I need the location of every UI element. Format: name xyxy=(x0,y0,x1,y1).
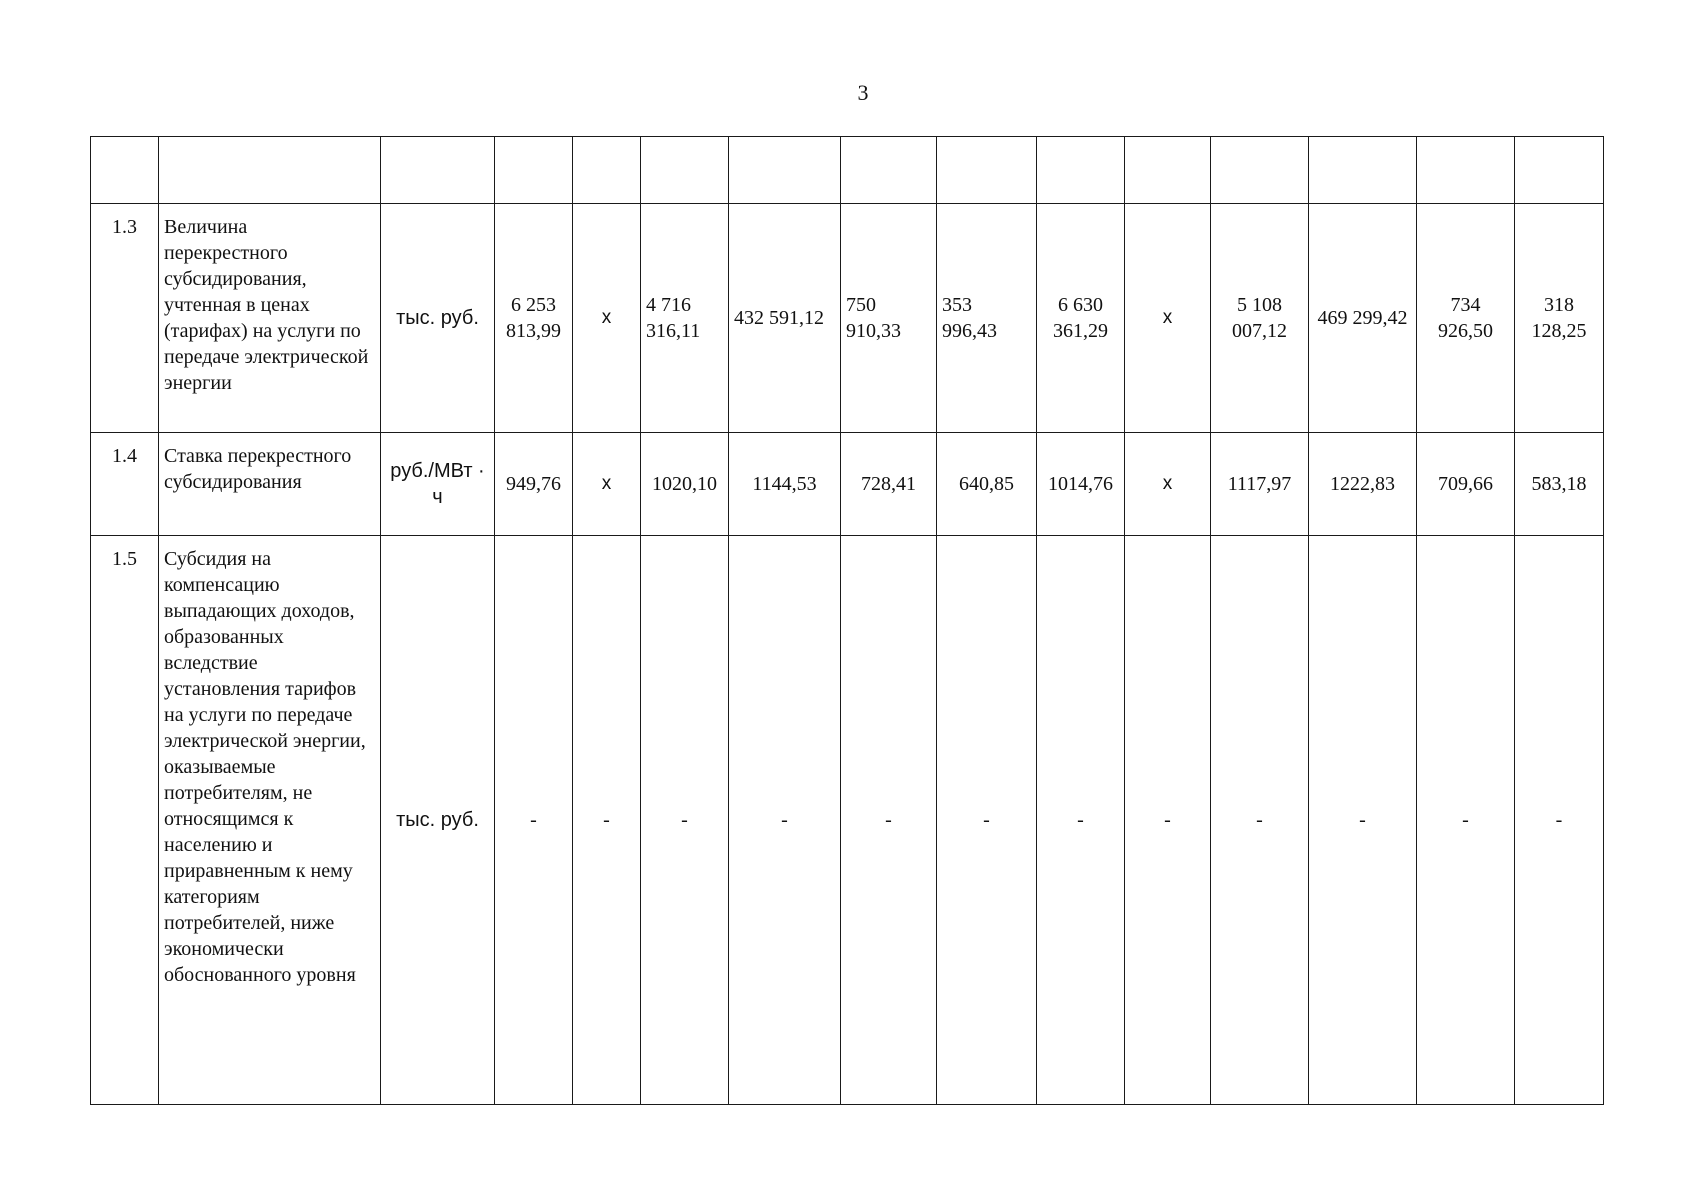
value-cell: 734 926,50 xyxy=(1417,204,1515,433)
row-name: Субсидия на компенсацию выпадающих доходов, образованных вследствие установления тарифов на услуги по передаче электрической энергии, оказываемые потребителям, не относящимся к населению и приравненным к нему категориям потребителей, ниже экономически обоснованного уровня xyxy=(159,536,381,1105)
value-cell: x xyxy=(1125,204,1211,433)
value-cell: 949,76 xyxy=(495,433,573,536)
value-cell: 1222,83 xyxy=(1309,433,1417,536)
row-number: 1.4 xyxy=(91,433,159,536)
value-cell: - xyxy=(573,536,641,1105)
value-cell: 640,85 xyxy=(937,433,1037,536)
value-cell: - xyxy=(1037,536,1125,1105)
value-cell: - xyxy=(641,536,729,1105)
row-unit: тыс. руб. xyxy=(381,204,495,433)
value-cell: x xyxy=(573,204,641,433)
value-cell: 750 910,33 xyxy=(841,204,937,433)
value-cell: 432 591,12 xyxy=(729,204,841,433)
value-cell: - xyxy=(1211,536,1309,1105)
value-cell: 583,18 xyxy=(1515,433,1604,536)
value-cell: - xyxy=(729,536,841,1105)
value-cell: 6 253 813,99 xyxy=(495,204,573,433)
data-table xyxy=(90,136,1604,1105)
value-cell: - xyxy=(495,536,573,1105)
value-cell: 1014,76 xyxy=(1037,433,1125,536)
value-cell: 728,41 xyxy=(841,433,937,536)
row-unit: руб./МВт · ч xyxy=(381,433,495,536)
value-cell: - xyxy=(1125,536,1211,1105)
value-cell: - xyxy=(1417,536,1515,1105)
value-cell: 5 108 007,12 xyxy=(1211,204,1309,433)
table-row xyxy=(91,433,1604,536)
value-cell: 469 299,42 xyxy=(1309,204,1417,433)
value-cell: - xyxy=(1309,536,1417,1105)
table-header-row xyxy=(91,137,1604,204)
row-name: Ставка перекрестного субсидирования xyxy=(159,433,381,536)
value-cell: 1117,97 xyxy=(1211,433,1309,536)
page-number: 3 xyxy=(857,80,869,105)
table-row xyxy=(91,536,1604,1105)
value-cell: 709,66 xyxy=(1417,433,1515,536)
value-cell: x xyxy=(1125,433,1211,536)
value-cell: 318 128,25 xyxy=(1515,204,1604,433)
value-cell: 1020,10 xyxy=(641,433,729,536)
value-cell: 4 716 316,11 xyxy=(641,204,729,433)
value-cell: 353 996,43 xyxy=(937,204,1037,433)
row-unit: тыс. руб. xyxy=(381,536,495,1105)
row-number: 1.3 xyxy=(91,204,159,433)
value-cell: - xyxy=(1515,536,1604,1105)
row-number: 1.5 xyxy=(91,536,159,1105)
value-cell: x xyxy=(573,433,641,536)
table-row xyxy=(91,204,1604,433)
value-cell: - xyxy=(937,536,1037,1105)
value-cell: 6 630 361,29 xyxy=(1037,204,1125,433)
row-name: Величина перекрестного субсидирования, учтенная в ценах (тарифах) на услуги по передаче электрической энергии xyxy=(159,204,381,433)
value-cell: - xyxy=(841,536,937,1105)
value-cell: 1144,53 xyxy=(729,433,841,536)
